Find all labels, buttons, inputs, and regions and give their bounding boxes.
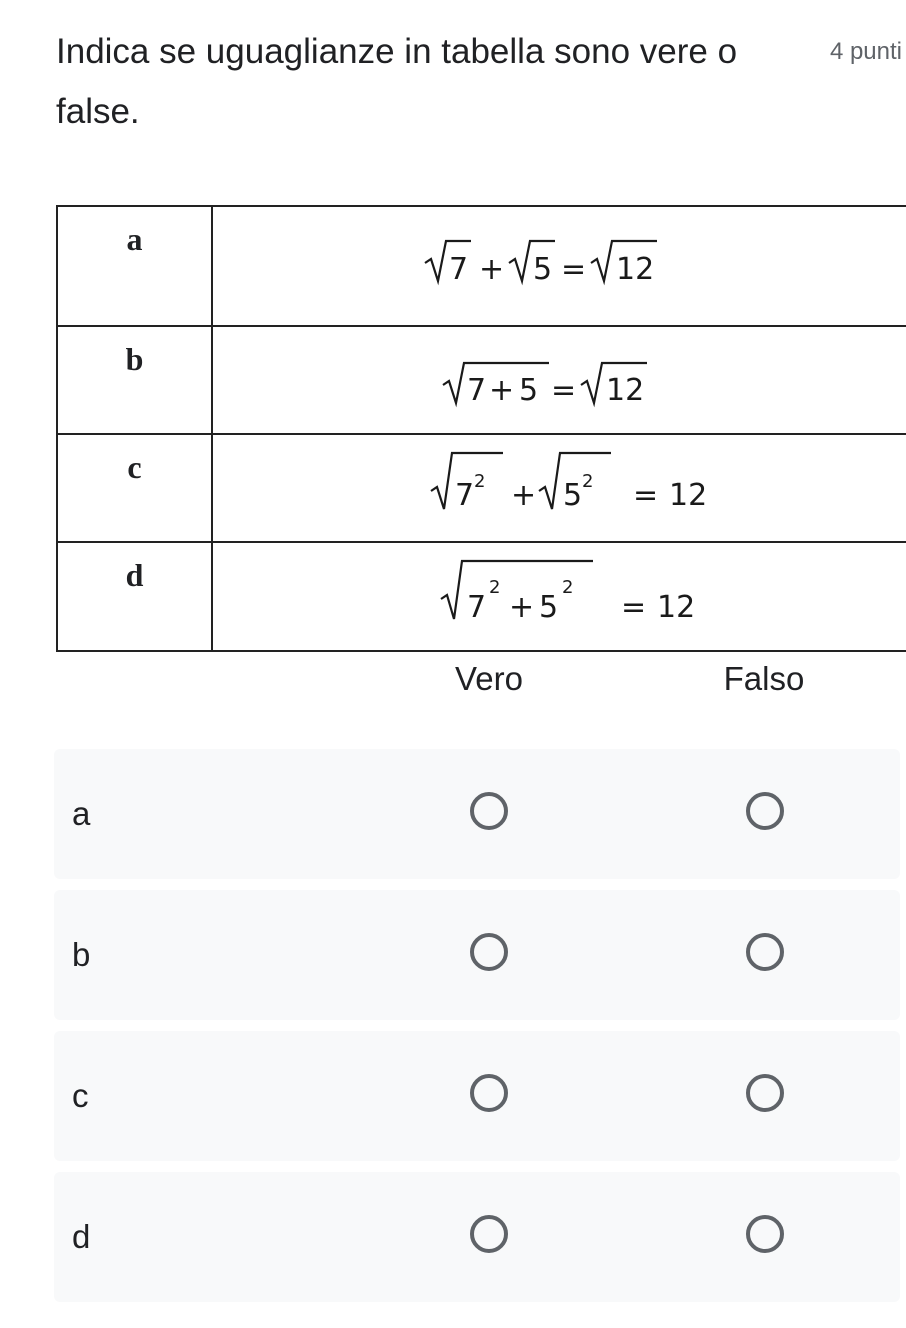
equation-row-a [57,206,906,326]
equation-a [212,206,906,326]
svg-text:7: 7 [449,252,469,287]
row-label-b: b [72,936,91,973]
svg-text:12: 12 [669,478,708,513]
equation-letter-a: a [57,206,212,326]
column-header-vero: Vero [455,660,523,697]
radio-b-falso[interactable] [746,933,784,971]
equation-d [212,542,906,651]
radio-a-falso[interactable] [746,792,784,830]
row-label-d: d [72,1218,91,1255]
grid-row-c [54,1031,900,1161]
svg-text:12: 12 [606,373,645,408]
grid-row-b [54,890,900,1020]
svg-text:7: 7 [467,590,487,625]
equation-d-formula [213,543,901,636]
svg-text:+: + [479,252,505,287]
svg-text:5: 5 [563,478,583,513]
row-label-a: a [72,795,91,832]
equation-b [212,326,906,434]
radio-c-vero[interactable] [470,1074,508,1112]
grid-row-a [54,749,900,879]
svg-text:12: 12 [657,590,696,625]
radio-b-vero[interactable] [470,933,508,971]
column-header-falso: Falso [723,660,805,697]
equation-c-formula [213,435,901,527]
svg-text:=: = [621,590,647,625]
radio-a-vero[interactable] [470,792,508,830]
equation-letter-b: b [57,326,212,434]
svg-text:=: = [633,478,659,513]
svg-text:5: 5 [539,590,559,625]
radio-d-falso[interactable] [746,1215,784,1253]
equation-row-d [57,542,906,651]
points-label: 4 punti [829,38,902,65]
svg-text:5: 5 [533,252,553,287]
equation-row-b [57,326,906,434]
svg-text:2: 2 [562,577,574,598]
equation-row-c [57,434,906,542]
radio-c-falso[interactable] [746,1074,784,1112]
svg-text:+: + [511,478,537,513]
svg-text:7: 7 [467,373,487,408]
svg-text:+: + [509,590,535,625]
equation-c [212,434,906,542]
equation-a-formula [213,207,901,311]
svg-text:2: 2 [489,577,501,598]
svg-text:2: 2 [474,471,486,492]
svg-text:=: = [561,252,587,287]
svg-text:+: + [489,373,515,408]
radio-d-vero[interactable] [470,1215,508,1253]
row-label-c: c [72,1077,89,1114]
equation-letter-c: c [57,434,212,542]
question-title: Indica se uguaglianze in tabella sono vere o false. [56,32,738,131]
svg-text:12: 12 [616,252,655,287]
equations-table [56,205,906,652]
equation-letter-d: d [57,542,212,651]
equation-b-formula [213,327,901,419]
svg-text:7: 7 [455,478,475,513]
grid-row-d [54,1172,900,1302]
svg-text:=: = [551,373,577,408]
svg-text:5: 5 [519,373,539,408]
svg-text:2: 2 [582,471,594,492]
